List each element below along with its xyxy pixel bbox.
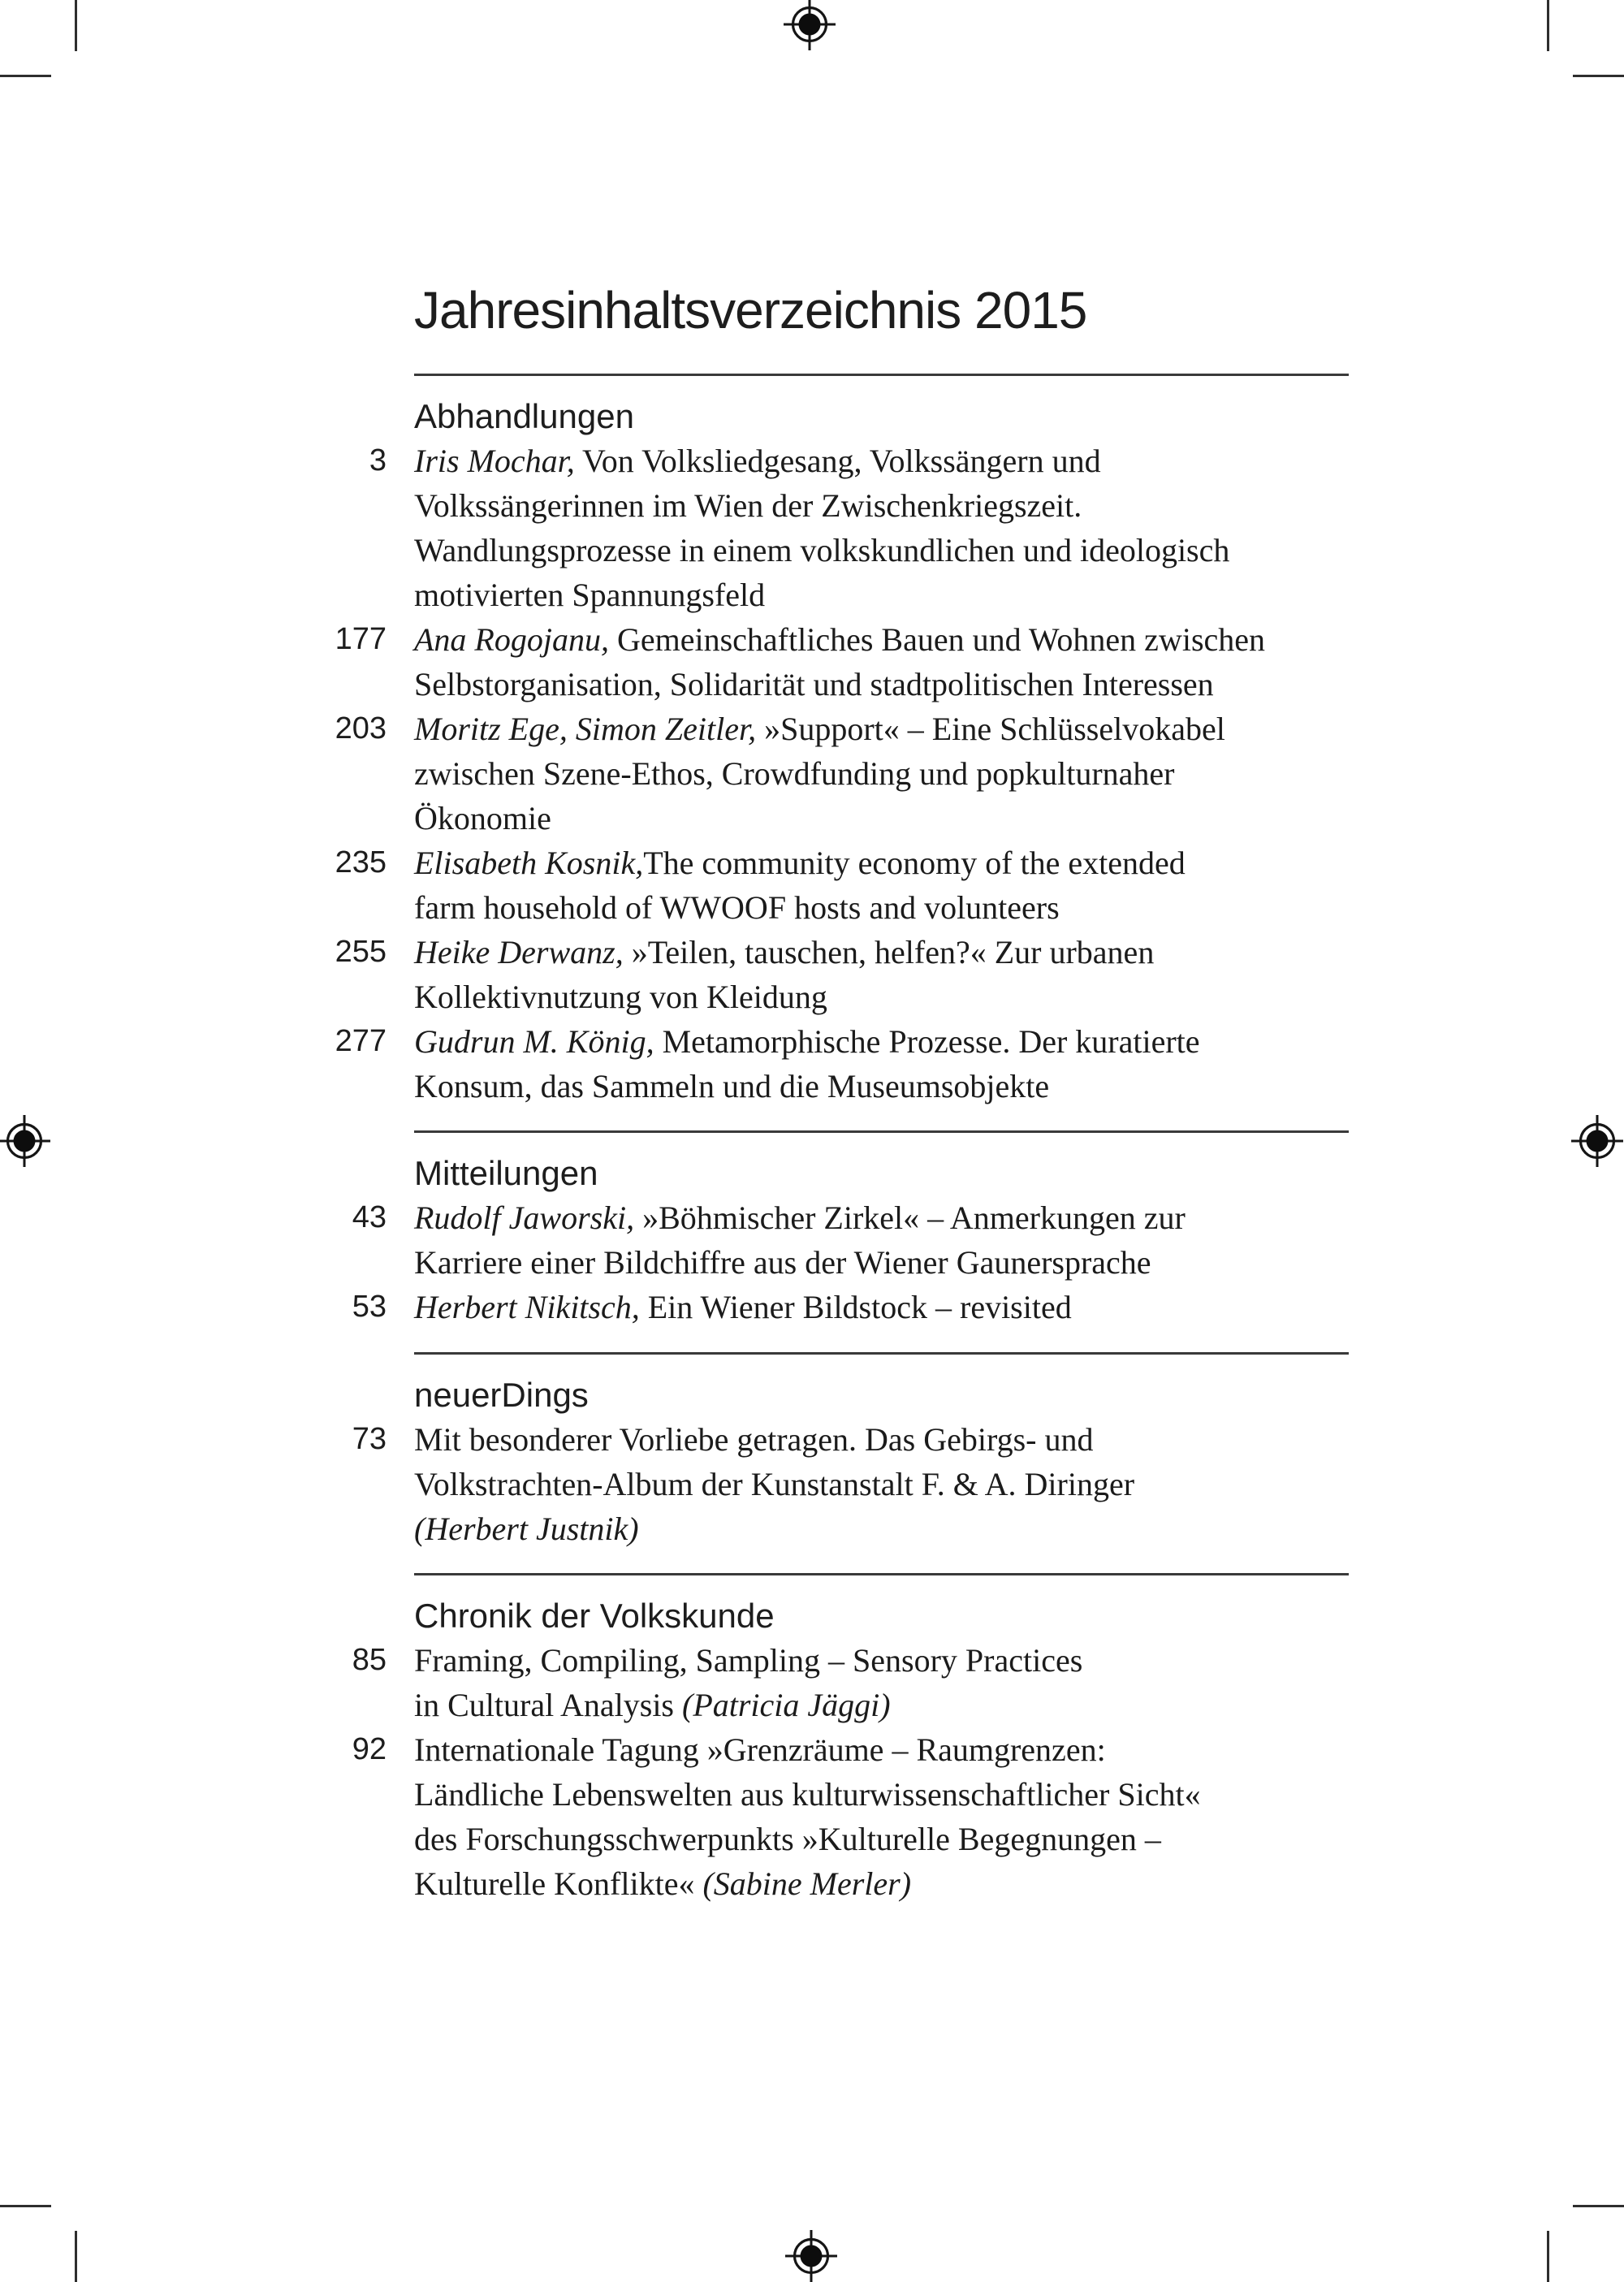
crop-mark — [1547, 2231, 1549, 2282]
text-segment: Karriere einer Bildchiffre aus der Wiener Gaunersprache — [414, 1244, 1151, 1281]
section-divider — [414, 1573, 1349, 1575]
text-segment: The community economy of the extended — [643, 845, 1186, 881]
text-segment: in Cultural Analysis — [414, 1687, 682, 1723]
section-entries — [325, 1417, 1350, 1551]
entry-text — [414, 930, 1350, 1019]
text-segment: Volkssängerinnen im Wien der Zwischenkriegszeit. — [414, 487, 1082, 524]
entry-text — [414, 1417, 1350, 1551]
entry-page-number: 277 — [335, 1024, 387, 1058]
entry-page-number: 235 — [335, 845, 387, 880]
section-abhandlungen — [325, 374, 1350, 1109]
entry-page-number: 73 — [352, 1422, 387, 1456]
page-title: Jahresinhaltsverzeichnis 2015 — [414, 280, 1087, 339]
entry-text — [414, 841, 1350, 930]
entry-text — [414, 1195, 1350, 1285]
toc-entry — [325, 1195, 1350, 1285]
toc-entry — [325, 1727, 1350, 1906]
text-segment: Mit besonderer Vorliebe getragen. Das Gebirgs- und — [414, 1421, 1094, 1458]
entry-page-number: 255 — [335, 935, 387, 969]
author-name-italic: (Patricia Jäggi) — [682, 1687, 891, 1723]
text-segment: Wandlungsprozesse in einem volkskundlichen und ideologisch — [414, 532, 1230, 568]
registration-mark-icon — [785, 2230, 837, 2282]
author-name-italic: (Sabine Merler) — [702, 1865, 912, 1902]
entry-page-number: 3 — [369, 443, 387, 478]
toc-entry — [325, 617, 1350, 707]
text-segment: Ökonomie — [414, 800, 551, 836]
entry-page-number: 53 — [352, 1290, 387, 1324]
section-entries — [325, 439, 1350, 1109]
section-entries — [325, 1638, 1350, 1906]
toc-entry — [325, 1019, 1350, 1109]
entry-page-number: 43 — [352, 1200, 387, 1234]
section-chronik-der-volkskunde — [325, 1573, 1350, 1906]
author-name-italic: Rudolf Jaworski, — [414, 1199, 635, 1236]
toc-entry — [325, 439, 1350, 617]
author-name-italic: Moritz Ege, Simon Zeitler, — [414, 711, 757, 747]
text-segment: Kulturelle Konflikte« — [414, 1865, 703, 1902]
text-segment: »Teilen, tauschen, helfen?« Zur urbanen — [623, 934, 1155, 970]
text-segment: Internationale Tagung »Grenzräume – Raumgrenzen: — [414, 1731, 1106, 1768]
toc-entry — [325, 841, 1350, 930]
entry-text — [414, 1638, 1350, 1727]
registration-mark-icon — [784, 0, 836, 50]
text-segment: Gemeinschaftliches Bauen und Wohnen zwischen — [608, 621, 1266, 658]
text-segment: Ländliche Lebenswelten aus kulturwissenschaftlicher Sicht« — [414, 1776, 1201, 1813]
toc-entry — [325, 1417, 1350, 1551]
text-segment: Konsum, das Sammeln und die Museumsobjekte — [414, 1068, 1050, 1104]
author-name-italic: Gudrun M. König, — [414, 1023, 654, 1060]
toc-entry — [325, 1285, 1350, 1329]
text-segment: Von Volksliedgesang, Volkssängern und — [574, 443, 1101, 479]
section-mitteilungen — [325, 1130, 1350, 1329]
crop-mark — [1547, 0, 1549, 51]
text-segment: »Böhmischer Zirkel« – Anmerkungen zur — [634, 1199, 1186, 1236]
entry-page-number: 85 — [352, 1643, 387, 1677]
text-segment: »Support« – Eine Schlüsselvokabel — [756, 711, 1225, 747]
crop-mark — [1573, 2205, 1624, 2207]
crop-mark — [75, 0, 77, 51]
section-heading: Mitteilungen — [414, 1154, 598, 1192]
section-neuerdings — [325, 1352, 1350, 1551]
author-name-italic: Ana Rogojanu, — [414, 621, 609, 658]
section-heading: Chronik der Volkskunde — [414, 1597, 775, 1635]
entry-text — [414, 1285, 1350, 1329]
author-name-italic: Iris Mochar, — [414, 443, 575, 479]
text-segment: des Forschungsschwerpunkts »Kulturelle Begegnungen – — [414, 1821, 1161, 1857]
text-segment: Metamorphische Prozesse. Der kuratierte — [654, 1023, 1200, 1060]
entry-text — [414, 617, 1350, 707]
text-segment: Framing, Compiling, Sampling – Sensory Practices — [414, 1642, 1083, 1679]
toc-entry — [325, 1638, 1350, 1727]
entry-text — [414, 1019, 1350, 1109]
text-segment: Kollektivnutzung von Kleidung — [414, 979, 827, 1015]
text-segment: motivierten Spannungsfeld — [414, 577, 766, 613]
text-segment: zwischen Szene-Ethos, Crowdfunding und popkulturnaher — [414, 755, 1175, 792]
entry-page-number: 203 — [335, 711, 387, 746]
crop-mark — [75, 2231, 77, 2282]
text-segment: Ein Wiener Bildstock – revisited — [639, 1289, 1072, 1325]
entry-page-number: 92 — [352, 1732, 387, 1766]
toc-entry — [325, 707, 1350, 841]
entry-text — [414, 707, 1350, 841]
section-divider — [414, 374, 1349, 376]
crop-mark — [1573, 75, 1624, 77]
author-name-italic: (Herbert Justnik) — [414, 1511, 639, 1547]
entry-page-number: 177 — [335, 622, 387, 656]
section-entries — [325, 1195, 1350, 1329]
text-segment: Selbstorganisation, Solidarität und stadtpolitischen Interessen — [414, 666, 1214, 702]
crop-mark — [0, 75, 51, 77]
registration-mark-icon — [0, 1115, 50, 1167]
text-segment: Volkstrachten-Album der Kunstanstalt F. & A. Diringer — [414, 1466, 1135, 1502]
text-segment: farm household of WWOOF hosts and volunteers — [414, 889, 1060, 926]
entry-text — [414, 1727, 1350, 1906]
section-heading: neuerDings — [414, 1376, 589, 1414]
toc-entry — [325, 930, 1350, 1019]
section-divider — [414, 1130, 1349, 1133]
author-name-italic: Herbert Nikitsch, — [414, 1289, 640, 1325]
crop-mark — [0, 2205, 51, 2207]
registration-mark-icon — [1571, 1115, 1623, 1167]
author-name-italic: Elisabeth Kosnik, — [414, 845, 644, 881]
entry-text — [414, 439, 1350, 617]
section-heading: Abhandlungen — [414, 397, 634, 435]
section-divider — [414, 1352, 1349, 1355]
author-name-italic: Heike Derwanz, — [414, 934, 624, 970]
